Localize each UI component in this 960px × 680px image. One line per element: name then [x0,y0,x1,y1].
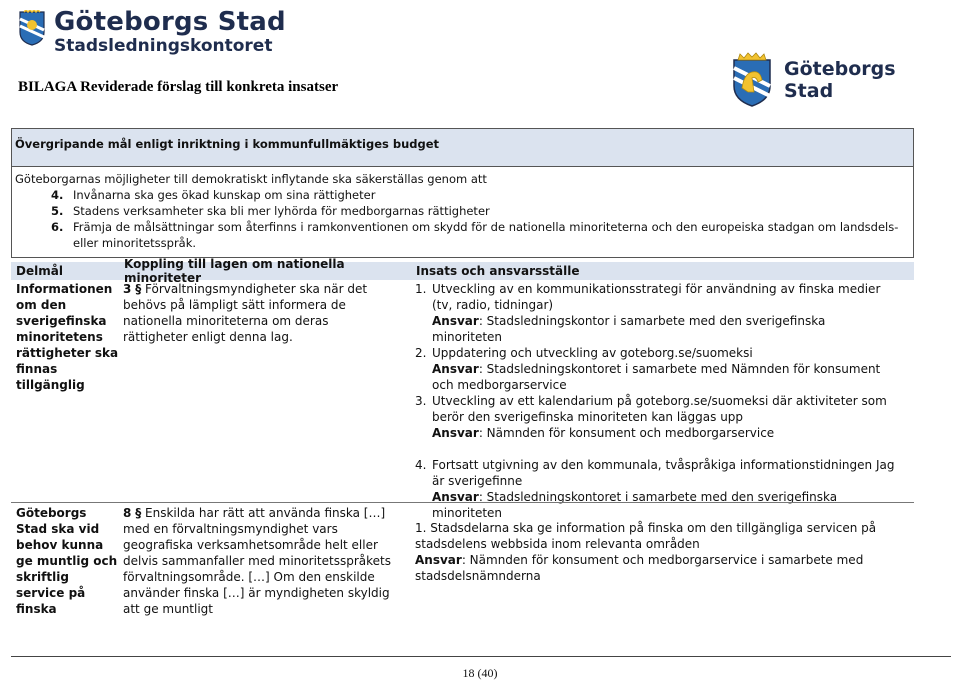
paragraph-sign: § [135,282,142,296]
goal-list [51,187,910,251]
ansvar-text: : Nämnden för konsument och medborgarservice i samarbete med stadsdelsnämnderna [415,553,864,583]
insats-text: Uppdatering och utveckling av goteborg.se/suomeksi [432,346,753,360]
paragraph-sign: § [135,506,142,520]
goal-intro: Göteborgarnas möjligheter till demokratiskt inflytande ska säkerställas genom att [15,172,487,186]
ansvar-label: Ansvar [432,362,479,376]
right-logo [728,52,896,108]
footer-divider [11,656,951,657]
ansvar-text: : Stadsledningskontor i samarbete med den sverigefinska minoriteten [432,314,826,344]
goal-body [12,167,913,257]
goal-item-text: Stadens verksamheter ska bli mer lyhörda för medborgarnas rättigheter [73,204,490,218]
org-name: Göteborgs Stad [54,7,286,37]
page-number: 18 (40) [462,666,498,680]
paragraph-number: 3 [123,282,132,296]
insats-number: 2. [415,346,427,360]
row-delmal: Informationen om den sverigefinska minoritetens rättigheter ska finnas tillgänglig [16,282,119,392]
row-koppling [123,505,391,617]
row-insatser [415,520,895,584]
koppling-text: Förvaltningsmyndigheter ska när det behövs på lämpligt sätt informera de nationella minoriteterna om deras rättigheter enligt denna lag. [123,282,368,344]
goal-item-number: 5. [51,204,64,218]
ansvar-label: Ansvar [415,553,462,567]
header-insats: Insats och ansvarsställe [416,264,580,278]
ansvar-label: Ansvar [432,314,479,328]
header-delmal: Delmål [16,264,63,278]
ansvar-label: Ansvar [432,490,479,504]
insats-text: Utveckling av en kommunikationsstrategi för användning av finska medier (tv, radio, tidningar) [432,282,881,312]
goteborg-lion-crest-icon [728,52,776,108]
goal-heading: Övergripande mål enligt inriktning i kommunfullmäktiges budget [12,129,913,167]
insats-number: 3. [415,394,427,408]
insats-item [415,281,895,345]
brand-text [784,58,896,102]
goal-item-text: Invånarna ska ges ökad kunskap om sina rättigheter [73,188,376,202]
ansvar-text: : Nämnden för konsument och medborgarservice [478,426,775,440]
row-koppling [123,281,391,345]
top-logo [18,8,286,56]
row-insatser [415,281,895,521]
insats-number: 1. [415,282,427,296]
table-row [11,502,914,616]
ansvar-text: : Stadsledningskontoret i samarbete med den sverigefinska minoriteten [432,490,838,520]
goal-item-text: Främja de målsättningar som återfinns i ramkonventionen om skydd för de nationella minoriteterna och den europeiska stadgan om landsdels- eller minoritetsspråk. [73,220,899,250]
goal-list-item [51,219,910,251]
document-title: BILAGA Reviderade förslag till konkreta insatser [18,79,339,95]
insats-text: 1. Stadsdelarna ska ge information på finska om den tillgängliga servicen på stadsdelens webbsida inom relevanta områden [415,521,877,551]
ansvar-text: : Stadsledningskontoret i samarbete med Nämnden för konsument och medborgarservice [432,362,881,392]
insats-text: Utveckling av ett kalendarium på goteborg.se/suomeksi där aktiviteter som berör den sverigefinska minoriteten kan läggas upp [432,394,887,424]
org-block [54,8,286,56]
goteborg-crest-icon [18,10,46,46]
org-subtitle: Stadsledningskontoret [54,36,273,56]
goal-table [11,128,914,258]
goal-item-number: 4. [51,188,64,202]
brand-line-2: Stad [784,80,834,102]
insats-item [415,345,895,393]
ansvar-label: Ansvar [432,426,479,440]
table-row [11,281,914,520]
goal-item-number: 6. [51,220,64,234]
brand-line-1: Göteborgs [784,58,896,80]
row-delmal: Göteborgs Stad ska vid behov kunna ge muntlig och skriftlig service på finska [16,506,118,616]
insats-number: 4. [415,458,427,472]
header-koppling: Koppling till lagen om nationella minoriteter [124,257,345,285]
insats-text: Fortsatt utgivning av den kommunala, tvåspråkiga informationstidningen Jag är sverigefinne [432,458,895,488]
goal-list-item [51,187,910,203]
koppling-text: Enskilda har rätt att använda finska […] med en förvaltningsmyndighet vars geografiska verksamhetsområde helt eller delvis sammanfaller med minoritetsspråkets förvaltningsområde. […] Om den enskilde använder finska […] är myndigheten skyldig att ge muntligt [123,506,391,616]
paragraph-number: 8 [123,506,132,520]
goal-list-item [51,203,910,219]
insats-item [415,393,895,441]
main-table-header [11,257,914,285]
